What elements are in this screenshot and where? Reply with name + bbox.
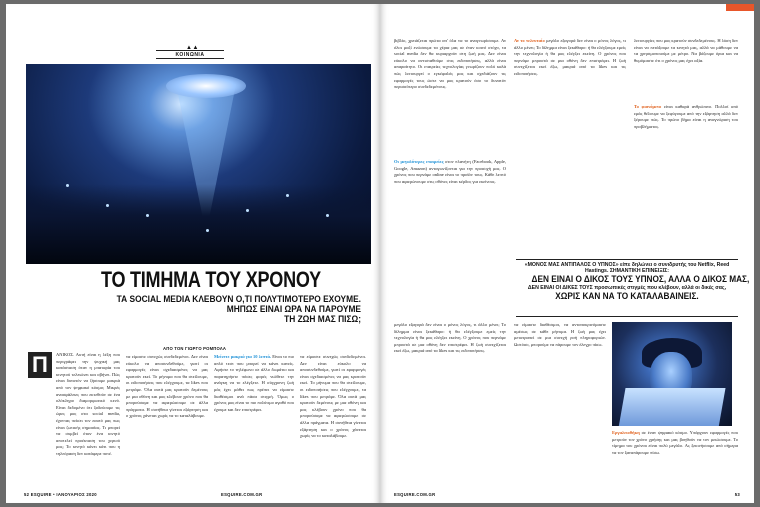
body-column-5: να είμαστε διαθέσιμοι, να ανταποκρινόμαστε αμέσως σε κάθε μήνυμα. Η ζωή μας έχει μετατραπεί σε μια συνεχή ροή πληροφοριών. Ωστόσο, μπορούμε να πάρουμε τον έλεγχο πίσω. — [514, 322, 606, 347]
triangle-icon: ▲▲ — [186, 45, 199, 51]
phone-glow — [66, 184, 69, 187]
column-lead: Το φαινόμενο — [634, 104, 662, 109]
phone-glow — [146, 214, 149, 217]
pullquote — [516, 262, 750, 302]
body-column-3 — [214, 354, 294, 478]
pullquote-rule-bottom — [516, 316, 738, 317]
body-column-1: ΑΝΙΚΟΣ. Αυτή είναι η λέξη που περιγράφει την ψυχική μας κατάσταση όταν η μπαταρία του κινητού τελειώνει και σβήνει. Πώς είναι δυνατόν να ζήσουμε μακριά από τον ψηφιακό κόσμο; Μικρές ανασφάλειες που εκτεθούν σε ένα ολόκληρο διαμορφωτικό κενό. Είναι δεδομένο ότι ξοδεύουμε τις ώρες μας στα social media, έχοντας πείσει τον εαυτό μας πως είναι ζωτικής σημασίας. Τι μπορεί να συμβεί όταν ένα κινητό αποτελεί προέκταση του χεριού μας; Το κινητό κάνει κάτι που η τηλεόραση δεν κατάφερε ποτέ. — [56, 352, 120, 456]
crowd-silhouette — [26, 184, 371, 264]
column-lead: Αν το τελευταίο — [514, 38, 545, 43]
headline: ΤΟ ΤΙΜΗΜΑ ΤΟΥ ΧΡΟΝΟΥ — [101, 267, 321, 292]
pullquote-sub: ΔΕΝ ΕΙΝΑΙ ΟΙ ΔΙΚΕΣ ΤΟΥΣ προσωπικές στιγμές που κλέβουν, αλλά οι δικές σας, — [527, 285, 727, 291]
column-text: Είναι το πιο απλό τεστ που μπορεί να κάνει κανείς. Αφήστε το τηλέφωνο σε άλλο δωμάτιο και παρατηρήστε πόσες φορές νιώθετε την ανάγκη να το ελέγξετε. Η σύγχρονη ζωή μάς έχει μάθει πως πρέπει να είμαστε διαθέσιμοι ανά πάσα στιγμή. Όμως ο χρόνος μας είναι το πιο πολύτιμο αγαθό που έχουμε και δεν επιστρέφει. — [214, 354, 294, 412]
pullquote-intro: «ΜΟΝΟΣ ΜΑΣ ΑΝΤΙΠΑΛΟΣ Ο ΥΠΝΟΣ» είπε δηλώνει ο συνιδρυτής του Netflix, Reed Hastings. ΣΗΜΑΝΤΙΚΗ ΕΠΙΝΕΙΞΙΣ: — [524, 262, 730, 274]
column-lead: Οι μεγαλύτερες εταιρείες — [394, 159, 444, 164]
body-column-2: να είμαστε συνεχώς συνδεδεμένοι. Δεν είναι εύκολο να αποσυνδεθούμε, γιατί οι εφαρμογές είναι σχεδιασμένες να μας κρατούν εκεί. Το μήνυμα που θα στείλουμε, οι ειδοποιήσεις που ελέγχουμε, τα likes που μετράμε. Όλα αυτά μας κρατούν δεμένους με μια οθόνη και μας κλέβουν χρόνο που θα μπορούσαμε να αφιερώσουμε σε άλλα πράγματα. Η συνήθεια γίνεται εξάρτηση και ο χρόνος χάνεται χωρίς να το καταλάβουμε. — [126, 354, 208, 419]
section-label — [156, 45, 224, 59]
ufo-shape — [166, 74, 246, 98]
pullquote-end: ΧΩΡΙΣ ΚΑΝ ΝΑ ΤΟ ΚΑΤΑΛΑΒΑΙΝΕΙΣ. — [555, 291, 699, 302]
phone-glow — [286, 194, 289, 197]
body-column-1b — [394, 159, 506, 324]
right-page — [380, 4, 754, 503]
phone-glow — [326, 214, 329, 217]
accent-bar — [726, 4, 754, 11]
byline: ΑΠΟ ΤΟΝ ΓΙΩΡΓΟ ΡΟΜΠΟΛΑ — [163, 346, 227, 351]
subhead-line: ΜΗΠΩΣ ΕΙΝΑΙ ΩΡΑ ΝΑ ΠΑΡΟΥΜΕ — [226, 304, 361, 314]
left-page — [6, 4, 380, 503]
column-text: σε έναν ψηφιακό κόσμο. Υπάρχουν εφαρμογές που μετρούν τον χρόνο χρήσης και μας βοηθούν να τον μειώσουμε. Το τίμημα του χρόνου είναι πολύ μεγάλο. Ας ξεκινήσουμε από σήμερα να τον ξαναπάρουμε πίσω. — [612, 430, 738, 455]
body-column-3b — [634, 104, 738, 254]
phone-glow — [246, 209, 249, 212]
body-column-6 — [612, 430, 738, 478]
hero-image — [26, 64, 371, 264]
person-laptop-photo — [612, 322, 732, 426]
footer-url[interactable]: ESQUIRE.COM.GR — [221, 492, 263, 497]
subhead-line: ΤΗ ΖΩΗ ΜΑΣ ΠΙΣΩ; — [284, 314, 361, 324]
photo-laptop — [618, 388, 725, 426]
column-lead: Εργαλειοθήκη — [612, 430, 640, 435]
phone-glow — [106, 204, 109, 207]
body-column-2 — [514, 38, 626, 256]
column-text: στον πλανήτη (Facebook, Apple, Google, Amazon) ανταγωνίζονται για την προσοχή μας. Ο χρόνος που περνάμε online είναι το προϊόν τους. Κάθε λεπτό που αφιερώνουμε στις οθόνες είναι κέρδος για εκείνους. — [394, 159, 506, 184]
phone-glow — [206, 229, 209, 232]
footer-url[interactable]: ESQUIRE.COM.GR — [394, 492, 436, 497]
pullquote-rule-top — [516, 259, 738, 260]
body-column-4: να είμαστε συνεχώς συνδεδεμένοι. Δεν είναι εύκολο να αποσυνδεθούμε, γιατί οι εφαρμογές είναι σχεδιασμένες να μας κρατούν εκεί. Το μήνυμα που θα στείλουμε, οι ειδοποιήσεις που ελέγχουμε, τα likes που μετράμε. Όλα αυτά μας κρατούν δεμένους με μια οθόνη και μας κλέβουν χρόνο που θα μπορούσαμε να αφιερώσουμε σε άλλα πράγματα. Η συνήθεια γίνεται εξάρτηση και ο χρόνος χάνεται χωρίς να το καταλάβουμε. — [300, 354, 366, 439]
column-text: είναι καθαρά ανθρώπινο. Πολλοί από εμάς θέλουμε να ξεφύγουμε από την εξάρτηση αλλά δεν ξέρουμε πώς. Το πρώτο βήμα είναι η αναγνώριση του προβλήματος. — [634, 104, 738, 129]
dropcap: Π — [28, 352, 52, 378]
body-column-3: λειτουργίες που μας κρατούν συνδεδεμένους. Η λύση δεν είναι να πετάξουμε τα κινητά μας, αλλά να μάθουμε να τα χρησιμοποιούμε με μέτρο. Να βάζουμε όρια και να θυμόμαστε ότι ο χρόνος μας έχει αξία. — [634, 38, 738, 63]
footer-page-info: 52 ESQUIRE • ΙΑΝΟΥΑΡΙΟΣ 2020 — [24, 492, 97, 497]
subhead — [109, 294, 361, 324]
body-column-1: βιβλίο, χρειάζεται πρώτα απ' όλα να το αναγνωρίσουμε. Αν όλοι μαζί ενώσουμε τα χέρια μας σε έναν κοινό στόχο, τα social media δεν θα κυριαρχούν στη ζωή μας. Δεν είναι εύκολο να αντισταθούμε στις ειδοποιήσεις, αλλά είναι απαραίτητο. Οι εταιρείες τεχνολογίας γνωρίζουν πολύ καλά πώς λειτουργεί ο εγκέφαλός μας και σχεδιάζουν τις εφαρμογές τους ώστε να μας κρατούν όσο το δυνατόν περισσότερο συνδεδεμένους. — [394, 38, 506, 90]
magazine-spread — [6, 4, 754, 503]
body-column-4: μεγάλο εξαγορά δεν είναι ο μόνος λόγος, τι άλλο μένει; Το δίλημμα είναι ξεκάθαρο: ή θα ελέγξουμε εμείς την τεχνολογία ή θα μας ελέγξει εκείνη. Ο χρόνος που περνάμε μπροστά σε μια οθόνη δεν επιστρέφει. Η ζωή συνεχίζεται εκεί έξω, μακριά από τα likes και τις ειδοποιήσεις. — [394, 322, 506, 354]
column-text: μεγάλο εξαγορά δεν είναι ο μόνος λόγος, τι άλλο μένει; Το δίλημμα είναι ξεκάθαρο: ή θα ελέγξουμε εμείς την τεχνολογία ή θα μας ελέγξει εκείνη. Ο χρόνος που περνάμε μπροστά σε μια οθόνη δεν επιστρέφει. Η ζωή συνεχίζεται εκεί έξω, μακριά από τα likes και τις ειδοποιήσεις. — [514, 38, 626, 76]
section-label-text: ΚΟΙΝΩΝΙΑ — [175, 52, 205, 58]
subhead-line: ΤΑ SOCIAL MEDIA ΚΛΕΒΟΥΝ Ο,ΤΙ ΠΟΛΥΤΙΜΟΤΕΡΟ ΕΧΟΥΜΕ. — [116, 294, 361, 304]
page-number: 53 — [734, 492, 740, 497]
pullquote-main: ΔΕΝ ΕΙΝΑΙ Ο ΔΙΚΟΣ ΤΟΥΣ ΥΠΝΟΣ, ΑΛΛΑ Ο ΔΙΚΟΣ ΜΑΣ, — [531, 274, 750, 285]
column-lead: Μείνετε μακριά για 10 λεπτά. — [214, 354, 272, 359]
